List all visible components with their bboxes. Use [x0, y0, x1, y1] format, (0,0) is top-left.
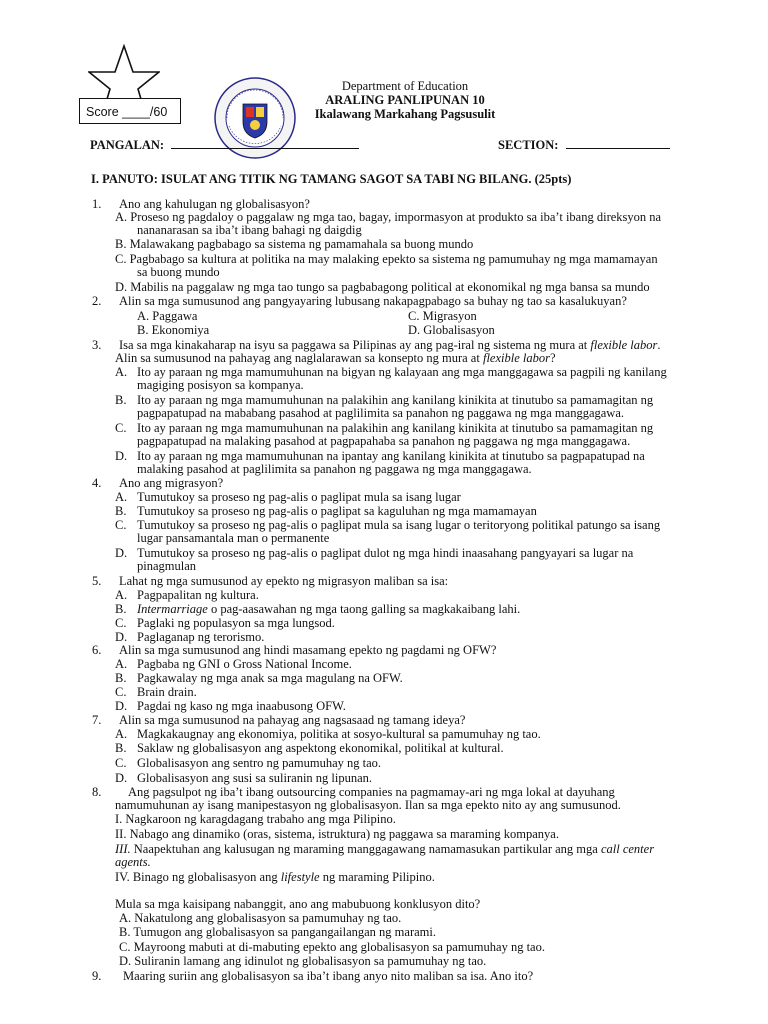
section-field[interactable]: [498, 137, 670, 152]
q7-letter-d: D.: [115, 771, 128, 785]
q8-statement-1: I. Nagkaroon ng karagdagang trabaho ang mga Pilipino.: [115, 812, 396, 826]
q3-choice-c-cont: pagpapatupad na malaking pasahod at pagpapahaba sa panahon ng paggawa ng mga manggagawa.: [137, 434, 631, 448]
q4-letter-c: C.: [115, 518, 127, 532]
q2-question: Alin sa mga sumusunod ang pangyayaring lubusang nakapagpabago sa buhay ng tao sa kasalukuyan?: [119, 294, 627, 308]
q5-letter-a: A.: [115, 588, 128, 602]
q6-choice-a: Pagbaba ng GNI o Gross National Income.: [137, 657, 352, 671]
q8-question: Ang pagsulpot ng iba’t ibang outsourcing companies na pagmamay-ari ng mga lokal at dayuhang: [128, 785, 615, 799]
q3-choice-c: Ito ay paraan ng mga mamumuhunan na palakihin ang kanilang kinikita at tinutubo sa pamamagitan ng: [137, 421, 654, 435]
q1-choice-a: A. Proseso ng pagdaloy o paggalaw ng mga tao, bagay, impormasyon at produkto sa iba’t ibang direksyon na: [115, 210, 662, 224]
section-blank[interactable]: [566, 137, 670, 149]
section-label: SECTION:: [498, 138, 559, 152]
q5-letter-d: D.: [115, 630, 128, 644]
q7-letter-b: B.: [115, 741, 127, 755]
q6-question: Alin sa mga sumusunod ang hindi masamang epekto ng pagdami ng OFW?: [119, 643, 497, 657]
name-field[interactable]: [90, 137, 359, 152]
q3-letter-a: A.: [115, 365, 128, 379]
instructions: I. PANUTO: ISULAT ANG TITIK NG TAMANG SAGOT SA TABI NG BILANG. (25pts): [91, 172, 572, 186]
exam-title: Ikalawang Markahang Pagsusulit: [314, 107, 496, 121]
q3-letter-d: D.: [115, 449, 128, 463]
q4-choice-b: Tumutukoy sa proseso ng pag-alis o paglipat sa kaguluhan ng mga mamamayan: [137, 504, 537, 518]
q4-choice-d: Tumutukoy sa proseso ng pag-alis o paglipat dulot ng mga hindi inaasahang pangyayari sa lugar na: [137, 546, 634, 560]
q1-number: 1.: [92, 197, 102, 211]
q8-prompt: Mula sa mga kaisipang nabanggit, ano ang mabubuong konklusyon dito?: [115, 897, 481, 911]
q7-choice-d: Globalisasyon ang susi sa suliranin ng lipunan.: [137, 771, 373, 785]
q4-number: 4.: [92, 476, 102, 490]
q8-question-cont: namumuhunan ay isang manipestasyon ng globalisasyon. Ilan sa mga epekto nito ay ang sumusunod.: [115, 798, 621, 812]
q5-choice-c: Paglaki ng populasyon sa mga lungsod.: [137, 616, 335, 630]
q7-letter-a: A.: [115, 727, 128, 741]
q3-letter-b: B.: [115, 393, 127, 407]
q4-letter-b: B.: [115, 504, 127, 518]
q2-choice-b: B. Ekonomiya: [137, 323, 210, 337]
q6-letter-d: D.: [115, 699, 128, 713]
q9-question: Maaring suriin ang globalisasyon sa iba’t ibang anyo nito maliban sa isa. Ano ito?: [123, 969, 534, 983]
q4-letter-a: A.: [115, 490, 128, 504]
q5-question: Lahat ng mga sumusunod ay epekto ng migrasyon maliban sa isa:: [119, 574, 449, 588]
score-box: Score ____/60: [79, 98, 181, 124]
q6-letter-b: B.: [115, 671, 127, 685]
name-label: PANGALAN:: [90, 138, 165, 152]
q3-choice-d-cont: malaking pasahod at paglilimita sa panahon ng paggawa ng mga manggagawa.: [137, 462, 532, 476]
q4-letter-d: D.: [115, 546, 128, 560]
q8-statement-2: II. Nabago ang dinamiko (oras, sistema, istruktura) ng paggawa sa maraming kompanya.: [115, 827, 559, 841]
q1-choice-c: C. Pagbabago sa kultura at politika na may malaking epekto sa sistema ng pamumuhay ng mga mamamayan: [115, 252, 658, 266]
q3-question: Isa sa mga kinakaharap na isyu sa paggawa sa Pilipinas ay ang pag-iral ng sistema ng mura at flexible labor.: [119, 338, 661, 352]
q5-choice-a: Pagpapalitan ng kultura.: [137, 588, 259, 602]
q8-choice-d: D. Suliranin lamang ang idinulot ng globalisasyon sa pamumuhay ng tao.: [119, 954, 487, 968]
q4-choice-c: Tumutukoy sa proseso ng pag-alis o paglipat mula sa isang lugar o teritoryong politikal patungo sa isang: [137, 518, 661, 532]
department-title: Department of Education: [341, 79, 469, 93]
q2-choice-c: C. Migrasyon: [408, 309, 477, 323]
q8-statement-3-cont: agents.: [115, 855, 151, 869]
q1-choice-a-cont: nananarasan sa iba’t ibang bahagi ng daigdig: [137, 223, 362, 237]
q3-number: 3.: [92, 338, 102, 352]
q7-choice-c: Globalisasyon ang sentro ng pamumuhay ng tao.: [137, 756, 382, 770]
q3-choice-a: Ito ay paraan ng mga mamumuhunan na bigyan ng kalayaan ang mga manggagawa sa pagpili ng kanilang: [137, 365, 667, 379]
q5-letter-b: B.: [115, 602, 127, 616]
q6-number: 6.: [92, 643, 102, 657]
q2-choice-a: A. Paggawa: [137, 309, 198, 323]
q3-question-cont: Alin sa sumusunod na pahayag ang naglalarawan sa konsepto ng mura at flexible labor?: [115, 351, 556, 365]
q7-choice-a: Magkakaugnay ang ekonomiya, politika at sosyo-kultural sa pamumuhay ng tao.: [137, 727, 541, 741]
name-blank[interactable]: [171, 137, 359, 149]
q5-letter-c: C.: [115, 616, 127, 630]
q4-choice-c-cont: lugar pansamantala man o permanente: [137, 531, 330, 545]
q8-choice-a: A. Nakatulong ang globalisasyon sa pamumuhay ng tao.: [119, 911, 402, 925]
q6-choice-d: Pagdai ng kaso ng mga inaabusong OFW.: [137, 699, 346, 713]
q4-choice-a: Tumutukoy sa proseso ng pag-alis o paglipat mula sa isang lugar: [137, 490, 461, 504]
q9-number: 9.: [92, 969, 102, 983]
q1-choice-c-cont: sa buong mundo: [137, 265, 220, 279]
q8-statement-3: III. Naapektuhan ang kalusugan ng maraming manggagawang namamasukan partikular ang mga call center: [115, 842, 655, 856]
q5-number: 5.: [92, 574, 102, 588]
q2-number: 2.: [92, 294, 102, 308]
q1-choice-b: B. Malawakang pagbabago sa sistema ng pamamahala sa buong mundo: [115, 237, 474, 251]
q1-choice-d: D. Mabilis na paggalaw ng mga tao tungo sa pagbabagong political at ekonomikal ng mga bansa sa mundo: [115, 280, 650, 294]
q3-choice-a-cont: magiging posisyon sa kompanya.: [137, 378, 304, 392]
q7-question: Alin sa mga sumusunod na pahayag ang nagsasaad ng tamang ideya?: [119, 713, 466, 727]
q7-choice-b: Saklaw ng globalisasyon ang aspektong ekonomikal, politikal at kultural.: [137, 741, 504, 755]
q6-choice-b: Pagkawalay ng mga anak sa mga magulang na OFW.: [137, 671, 403, 685]
q4-choice-d-cont: pinagmulan: [137, 559, 197, 573]
q8-number: 8.: [92, 785, 102, 799]
q5-choice-d: Paglaganap ng terorismo.: [137, 630, 265, 644]
q3-choice-d: Ito ay paraan ng mga mamumuhunan na ipantay ang kanilang kinikita at tinutubo sa pagpapatupad na: [137, 449, 645, 463]
q2-choice-d: D. Globalisasyon: [408, 323, 495, 337]
q6-letter-c: C.: [115, 685, 127, 699]
q4-question: Ano ang migrasyon?: [119, 476, 224, 490]
q5-choice-b: Intermarriage o pag-aasawahan ng mga taong galling sa magkakaibang lahi.: [137, 602, 521, 616]
q8-choice-c: C. Mayroong mabuti at di-mabuting epekto ang globalisasyon sa pamumuhay ng tao.: [119, 940, 545, 954]
q6-letter-a: A.: [115, 657, 128, 671]
q3-letter-c: C.: [115, 421, 127, 435]
subject-title: ARALING PANLIPUNAN 10: [325, 93, 485, 107]
q7-letter-c: C.: [115, 756, 127, 770]
q1-question: Ano ang kahulugan ng globalisasyon?: [119, 197, 310, 211]
q3-choice-b: Ito ay paraan ng mga mamumuhunan na palakihin ang kanilang kinikita at tinutubo sa pamamagitan ng: [137, 393, 654, 407]
q6-choice-c: Brain drain.: [137, 685, 197, 699]
q8-statement-4: IV. Binago ng globalisasyon ang lifestyle ng maraming Pilipino.: [115, 870, 435, 884]
q7-number: 7.: [92, 713, 102, 727]
q3-choice-b-cont: pagpapatupad na mababang pasahod at paglilimita sa panahon ng paggawa ng mga manggagawa.: [137, 406, 624, 420]
q8-choice-b: B. Tumugon ang globalisasyon sa pangangailangan ng marami.: [119, 925, 436, 939]
